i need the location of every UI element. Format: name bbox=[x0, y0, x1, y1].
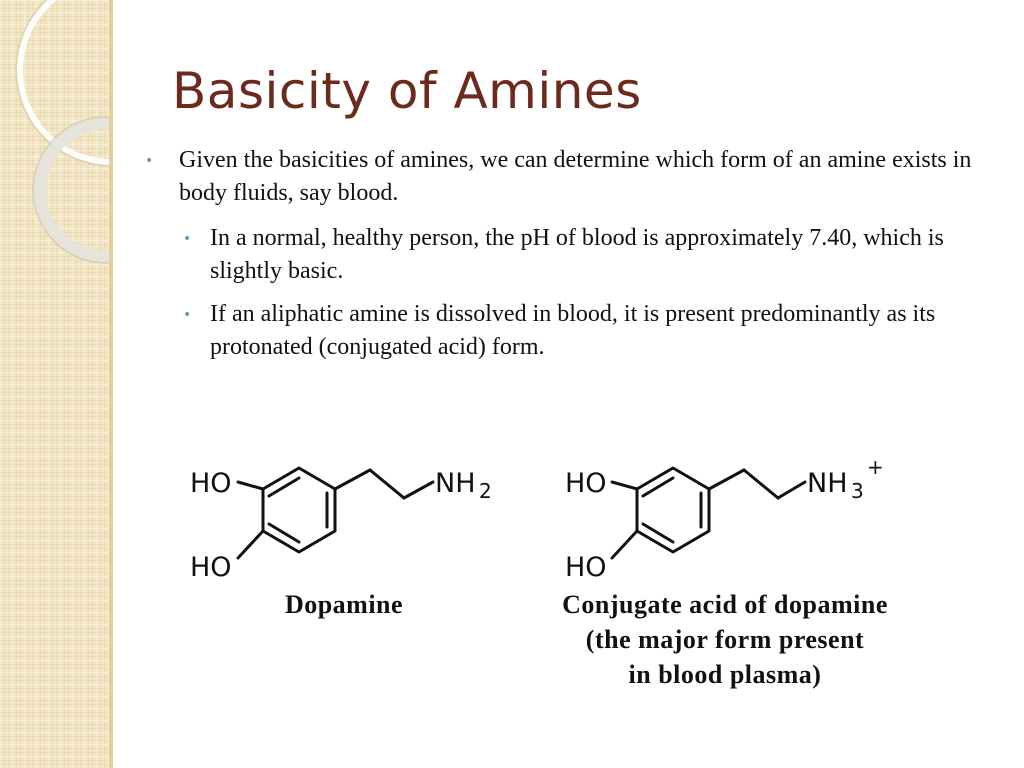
sub-bullet-item bbox=[145, 222, 1005, 288]
decorative-sidebar bbox=[0, 0, 113, 768]
decorative-rings bbox=[0, 0, 113, 320]
bullet-list bbox=[145, 144, 1005, 374]
dopamine-caption: Dopamine bbox=[284, 590, 404, 619]
bullet-item bbox=[145, 144, 1005, 210]
ammonium-label: NH bbox=[807, 468, 848, 499]
sub-bullet-text: In a normal, healthy person, the pH of blood is approximately 7.40, which is slightly basic. bbox=[210, 225, 944, 284]
conjugate-acid-structure bbox=[612, 468, 805, 558]
sub-bullet-text: If an aliphatic amine is dissolved in blood, it is present predominantly as its protonated (conjugated acid) form. bbox=[210, 301, 936, 360]
hydroxyl-label-top: HO bbox=[190, 468, 232, 499]
slide-title: Basicity of Amines bbox=[172, 62, 642, 120]
hydroxyl-label-top: HO bbox=[565, 468, 607, 499]
bullet-text: Given the basicities of amines, we can determine which form of an amine exists in body fluids, say blood. bbox=[179, 147, 972, 206]
caption-line: in blood plasma) bbox=[628, 660, 822, 689]
sub-bullet-item bbox=[145, 298, 1005, 364]
hydroxyl-label-bottom: HO bbox=[190, 552, 232, 583]
amine-label: NH bbox=[435, 468, 476, 499]
bullet-dot-icon: • bbox=[183, 231, 192, 247]
bullet-dot-icon: • bbox=[183, 307, 192, 323]
conjugate-acid-caption bbox=[505, 587, 945, 692]
caption-line: (the major form present bbox=[585, 625, 865, 654]
positive-charge-superscript: + bbox=[867, 455, 884, 479]
bullet-dot-icon: • bbox=[145, 153, 154, 169]
sidebar-edge bbox=[109, 0, 113, 768]
ammonium-subscript: 3 bbox=[851, 479, 864, 503]
caption-line: Conjugate acid of dopamine bbox=[562, 590, 888, 619]
dopamine-structure bbox=[238, 468, 433, 558]
amine-subscript: 2 bbox=[479, 479, 492, 503]
dopamine-structures-figure bbox=[180, 450, 920, 600]
hydroxyl-label-bottom: HO bbox=[565, 552, 607, 583]
